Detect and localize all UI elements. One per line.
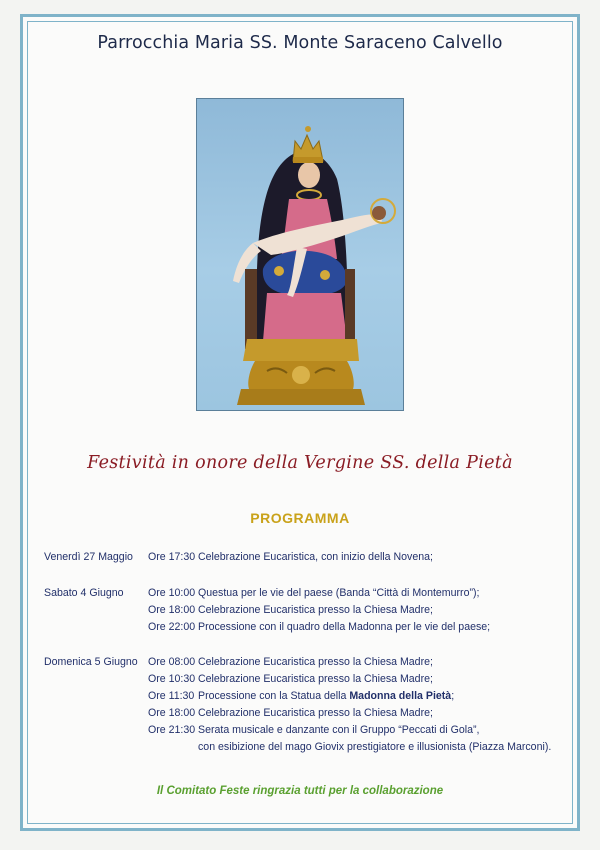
schedule-row bbox=[148, 724, 479, 736]
event-time: Ore 18:00 bbox=[148, 604, 196, 616]
event-text: Questua per le vie del paese (Banda “Città di Montemurro”); bbox=[198, 587, 480, 599]
programma-heading: PROGRAMMA bbox=[250, 510, 350, 526]
event-continuation: con esibizione del mago Giovix prestigiatore e illusionista (Piazza Marconi). bbox=[198, 741, 552, 753]
event-time: Ore 11:30 bbox=[148, 690, 195, 702]
event-text: Celebrazione Eucaristica presso la Chiesa Madre; bbox=[198, 673, 433, 685]
event-text: Processione con il quadro della Madonna per le vie del paese; bbox=[198, 621, 491, 633]
schedule-row bbox=[148, 690, 454, 702]
event-text: Serata musicale e danzante con il Gruppo “Peccati di Gola”, bbox=[198, 724, 480, 736]
event-time: Ore 18:00 bbox=[148, 707, 196, 719]
day-label: Venerdì 27 Maggio bbox=[44, 551, 133, 563]
event-text: Celebrazione Eucaristica presso la Chiesa Madre; bbox=[198, 604, 433, 616]
day-label: Domenica 5 Giugno bbox=[44, 656, 138, 668]
event-time: Ore 08:00 bbox=[148, 656, 196, 668]
event-text: Celebrazione Eucaristica, con inizio della Novena; bbox=[198, 551, 433, 563]
event-time: Ore 22:00 bbox=[148, 621, 196, 633]
pieta-statue-photo bbox=[196, 98, 404, 411]
committee-thanks: Il Comitato Feste ringrazia tutti per la collaborazione bbox=[156, 785, 444, 797]
event-text: Processione con la Statua della bbox=[198, 690, 350, 702]
event-text-bold: Madonna della Pietà bbox=[349, 690, 452, 702]
event-time: Ore 10:30 bbox=[148, 673, 196, 685]
event-text: Celebrazione Eucaristica presso la Chiesa Madre; bbox=[198, 656, 433, 668]
event-time: Ore 17:30 bbox=[148, 551, 196, 563]
day-label: Sabato 4 Giugno bbox=[44, 587, 124, 599]
schedule-row bbox=[148, 621, 490, 633]
festivity-title: Festività in onore della Vergine SS. della Pietà bbox=[87, 453, 513, 473]
event-text: Celebrazione Eucaristica presso la Chiesa Madre; bbox=[198, 707, 433, 719]
schedule-row bbox=[148, 587, 479, 599]
parish-header: Parrocchia Maria SS. Monte Saraceno Calvello bbox=[97, 33, 503, 53]
event-time: Ore 21:30 bbox=[148, 724, 196, 736]
event-time: Ore 10:00 bbox=[148, 587, 196, 599]
schedule-row bbox=[148, 551, 433, 563]
schedule-row bbox=[148, 604, 433, 616]
schedule-row bbox=[148, 673, 433, 685]
schedule-row bbox=[148, 707, 433, 719]
schedule-row bbox=[148, 656, 433, 668]
event-text-after: ; bbox=[451, 690, 455, 702]
